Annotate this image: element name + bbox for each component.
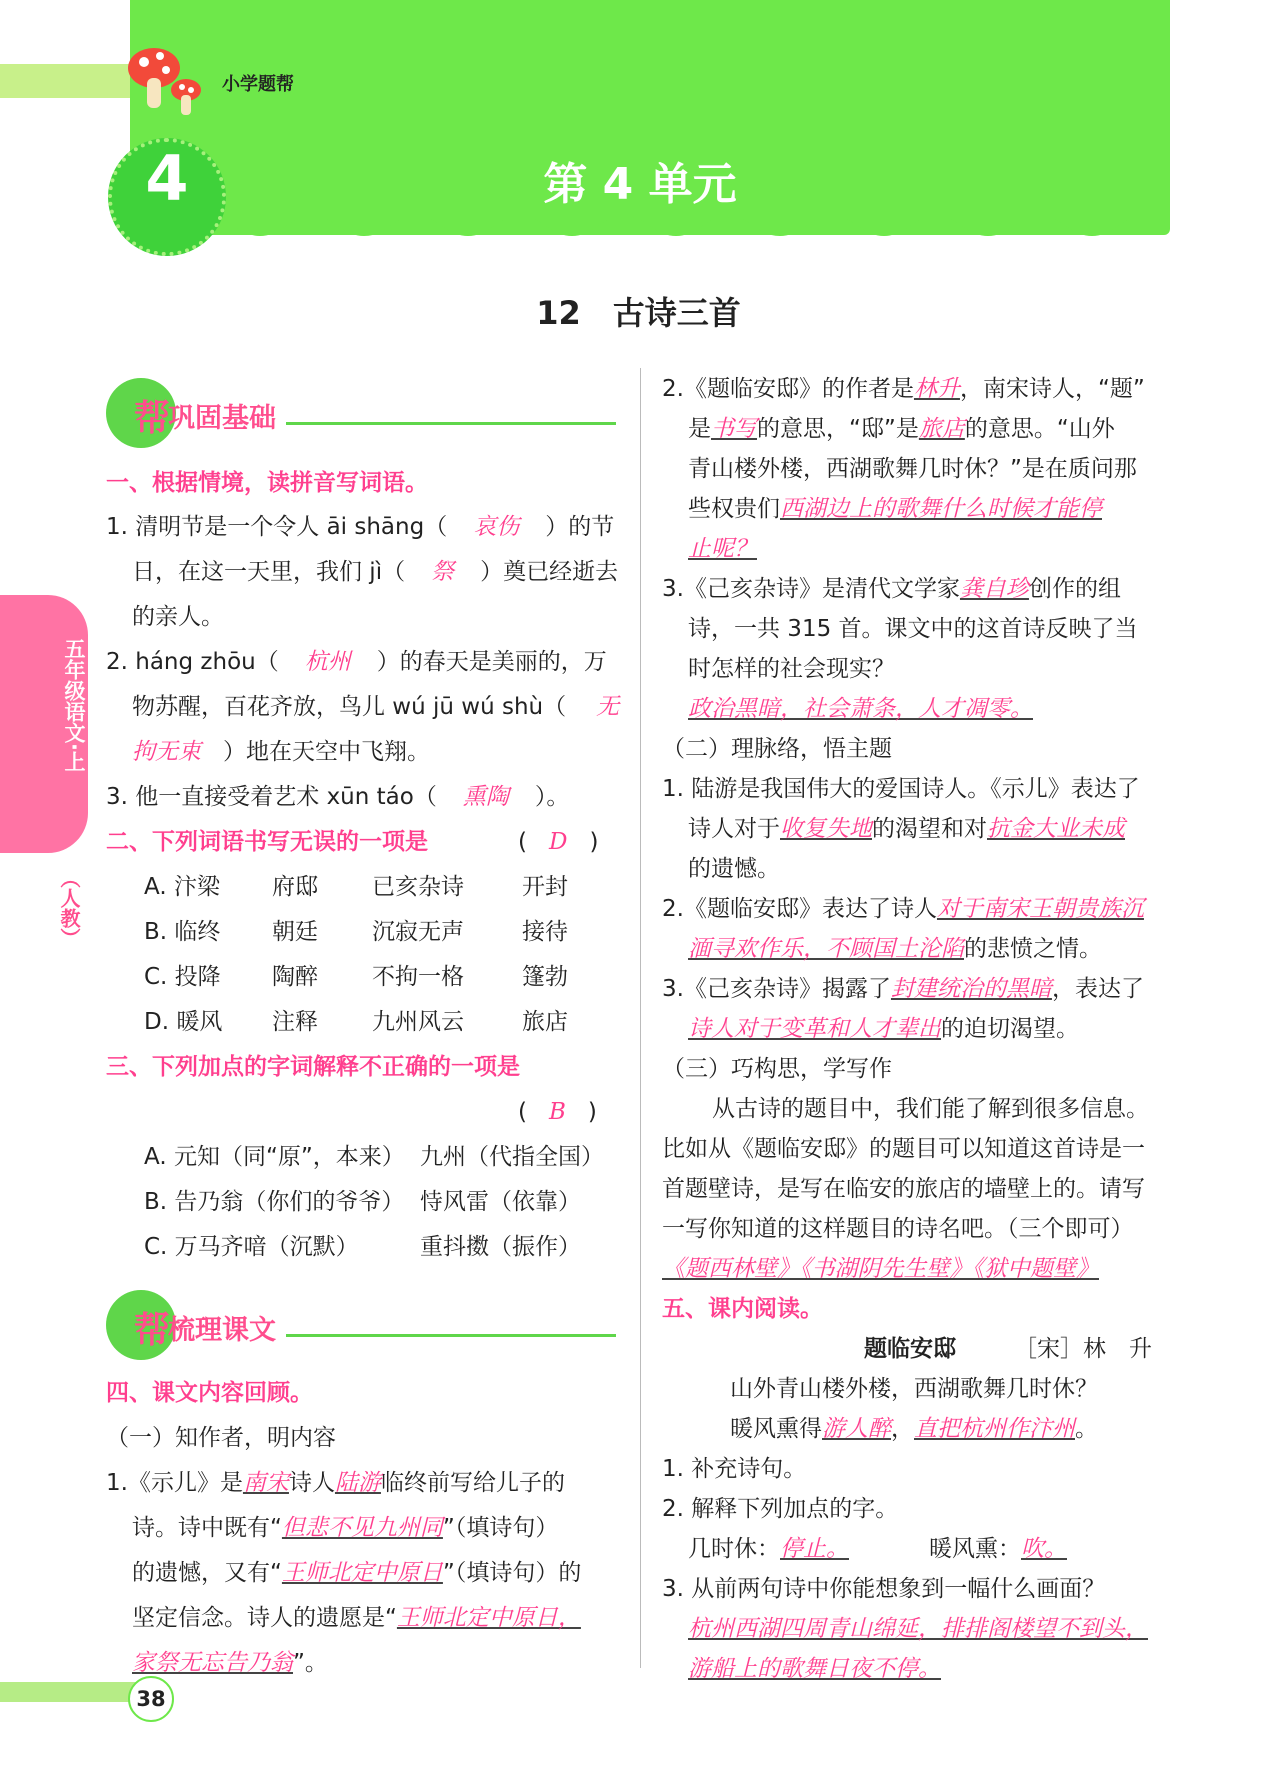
r-line: 是书写的意思，“邸”是旅店的意思。“山外	[688, 416, 1115, 442]
q3-answer: ( B )	[518, 1099, 597, 1125]
r-line: 3.《己亥杂诗》是清代文学家龚自珍创作的组	[662, 576, 1121, 602]
r-line: 诗人对于变革和人才辈出的迫切渴望。	[688, 1016, 1079, 1042]
question-4-heading: 四、课文内容回顾。	[106, 1380, 313, 1406]
r-line: 2.《题临安邸》的作者是林升，南宋诗人，“题”	[662, 376, 1145, 402]
column-divider	[640, 368, 641, 1668]
r-line: 止呢？	[688, 536, 757, 562]
r-line: 政治黑暗，社会萧条，人才凋零。	[688, 696, 1033, 722]
banner-wave	[130, 206, 1170, 246]
q4-line: 的遗憾，又有“王师北定中原日”（填诗句）的	[132, 1560, 582, 1586]
q2-option: A. 汴梁 府邸 已亥杂诗 开封	[144, 874, 568, 900]
r-line: 2.《题临安邸》表达了诗人对于南宋王朝贵族沉	[662, 896, 1144, 922]
r-line: 3.《己亥杂诗》揭露了封建统治的黑暗，表达了	[662, 976, 1144, 1002]
r-line: 1. 补充诗句。	[662, 1456, 807, 1482]
section-heading-consolidate: 帮 巩固基础	[106, 378, 626, 448]
r-line: 从古诗的题目中，我们能了解到很多信息。	[712, 1096, 1149, 1122]
mushroom-icon	[120, 40, 210, 120]
q4-subheading: （一）知作者，明内容	[106, 1425, 336, 1451]
q4-line: 诗。诗中既有“但悲不见九州同”（填诗句）	[132, 1515, 559, 1541]
lesson-title: 12 古诗三首	[536, 294, 741, 332]
r-subheading: （三）巧构思，学写作	[662, 1056, 892, 1082]
q3-option: A. 元知（同“原”，本来） 九州（代指全国）	[144, 1144, 604, 1170]
section-heading-review: 帮 梳理课文	[106, 1290, 626, 1360]
q1-line: 物苏醒，百花齐放，鸟儿 wú jū wú shù（ 无	[132, 694, 620, 720]
question-5-heading: 五、课内阅读。	[662, 1296, 823, 1322]
r-subheading: （二）理脉络，悟主题	[662, 736, 892, 762]
side-tab-edition: （人教）	[57, 868, 81, 948]
r-line: 几时休：停止。 暖风熏：吹。	[688, 1536, 1067, 1562]
question-3-heading: 三、下列加点的字词解释不正确的一项是	[106, 1054, 520, 1080]
question-2-heading: 二、下列词语书写无误的一项是	[106, 829, 428, 855]
r-line: 诗，一共 315 首。课文中的这首诗反映了当	[688, 616, 1138, 642]
r-line: 2. 解释下列加点的字。	[662, 1496, 899, 1522]
r-line: 3. 从前两句诗中你能想象到一幅什么画面？	[662, 1576, 1106, 1602]
r-line: 首题壁诗，是写在临安的旅店的墙壁上的。请写	[662, 1176, 1145, 1202]
q2-option: B. 临终 朝廷 沉寂无声 接待	[144, 919, 568, 945]
side-tab-grade: 五年级语文·上	[62, 638, 86, 772]
q2-option: C. 投降 陶醉 不拘一格 篷勃	[144, 964, 568, 990]
poem-title: 题临安邸	[864, 1336, 956, 1362]
q4-line: 家祭无忘告乃翁”。	[132, 1650, 328, 1676]
q1-line: 日，在这一天里，我们 jì（ 祭 ）奠已经逝去	[132, 559, 619, 585]
poem-author: ［宋］林 升	[1014, 1336, 1152, 1362]
question-1-heading: 一、根据情境，读拼音写词语。	[106, 470, 428, 496]
r-line: 1. 陆游是我国伟大的爱国诗人。《示儿》表达了	[662, 776, 1140, 802]
r-line: 时怎样的社会现实？	[688, 656, 895, 682]
poem-line: 暖风熏得游人醉，直把杭州作汴州。	[730, 1416, 1098, 1442]
brand-name: 小学题帮	[222, 74, 294, 95]
unit-title: 第 4 单元	[543, 159, 737, 210]
r-line: 游船上的歌舞日夜不停。	[688, 1656, 941, 1682]
page-number: 38	[128, 1676, 174, 1722]
r-line: 湎寻欢作乐，不顾国土沦陷的悲愤之情。	[688, 936, 1102, 962]
r-line: 一写你知道的这样题目的诗名吧。（三个即可）	[662, 1216, 1134, 1242]
footer-bar	[0, 1682, 140, 1702]
r-line: 诗人对于收复失地的渴望和对抗金大业未成	[688, 816, 1125, 842]
q1-line: 拘无束 ）地在天空中飞翔。	[132, 739, 430, 765]
q4-line: 1.《示儿》是南宋诗人陆游临终前写给儿子的	[106, 1470, 565, 1496]
r-line: 杭州西湖四周青山绵延，排排阁楼望不到头，	[688, 1616, 1148, 1642]
q4-line: 坚定信念。诗人的遗愿是“王师北定中原日，	[132, 1605, 581, 1631]
q3-option: C. 万马齐喑（沉默） 重抖擞（振作）	[144, 1234, 581, 1260]
q3-option: B. 告乃翁（你们的爷爷） 恃风雷（依靠）	[144, 1189, 581, 1215]
q2-option: D. 暖风 注释 九州风云 旅店	[144, 1009, 568, 1035]
q1-line: 3. 他一直接受着艺术 xūn táo（ 熏陶 ）。	[106, 784, 570, 810]
r-line: 青山楼外楼，西湖歌舞几时休？”是在质问那	[688, 456, 1137, 482]
r-line: 《题西林壁》《书湖阴先生壁》《狱中题壁》	[662, 1256, 1099, 1282]
q2-answer: ( D )	[518, 829, 599, 855]
r-line: 些权贵们西湖边上的歌舞什么时候才能停	[688, 496, 1102, 522]
r-line: 的遗憾。	[688, 856, 780, 882]
q1-line: 的亲人。	[132, 604, 224, 630]
unit-number: 4	[145, 142, 189, 215]
poem-line: 山外青山楼外楼，西湖歌舞几时休？	[730, 1376, 1098, 1402]
q1-line: 2. háng zhōu（ 杭州 ）的春天是美丽的，万	[106, 649, 607, 675]
r-line: 比如从《题临安邸》的题目可以知道这首诗是一	[662, 1136, 1145, 1162]
q1-line: 1. 清明节是一个令人 āi shāng（ 哀伤 ）的节	[106, 514, 615, 540]
